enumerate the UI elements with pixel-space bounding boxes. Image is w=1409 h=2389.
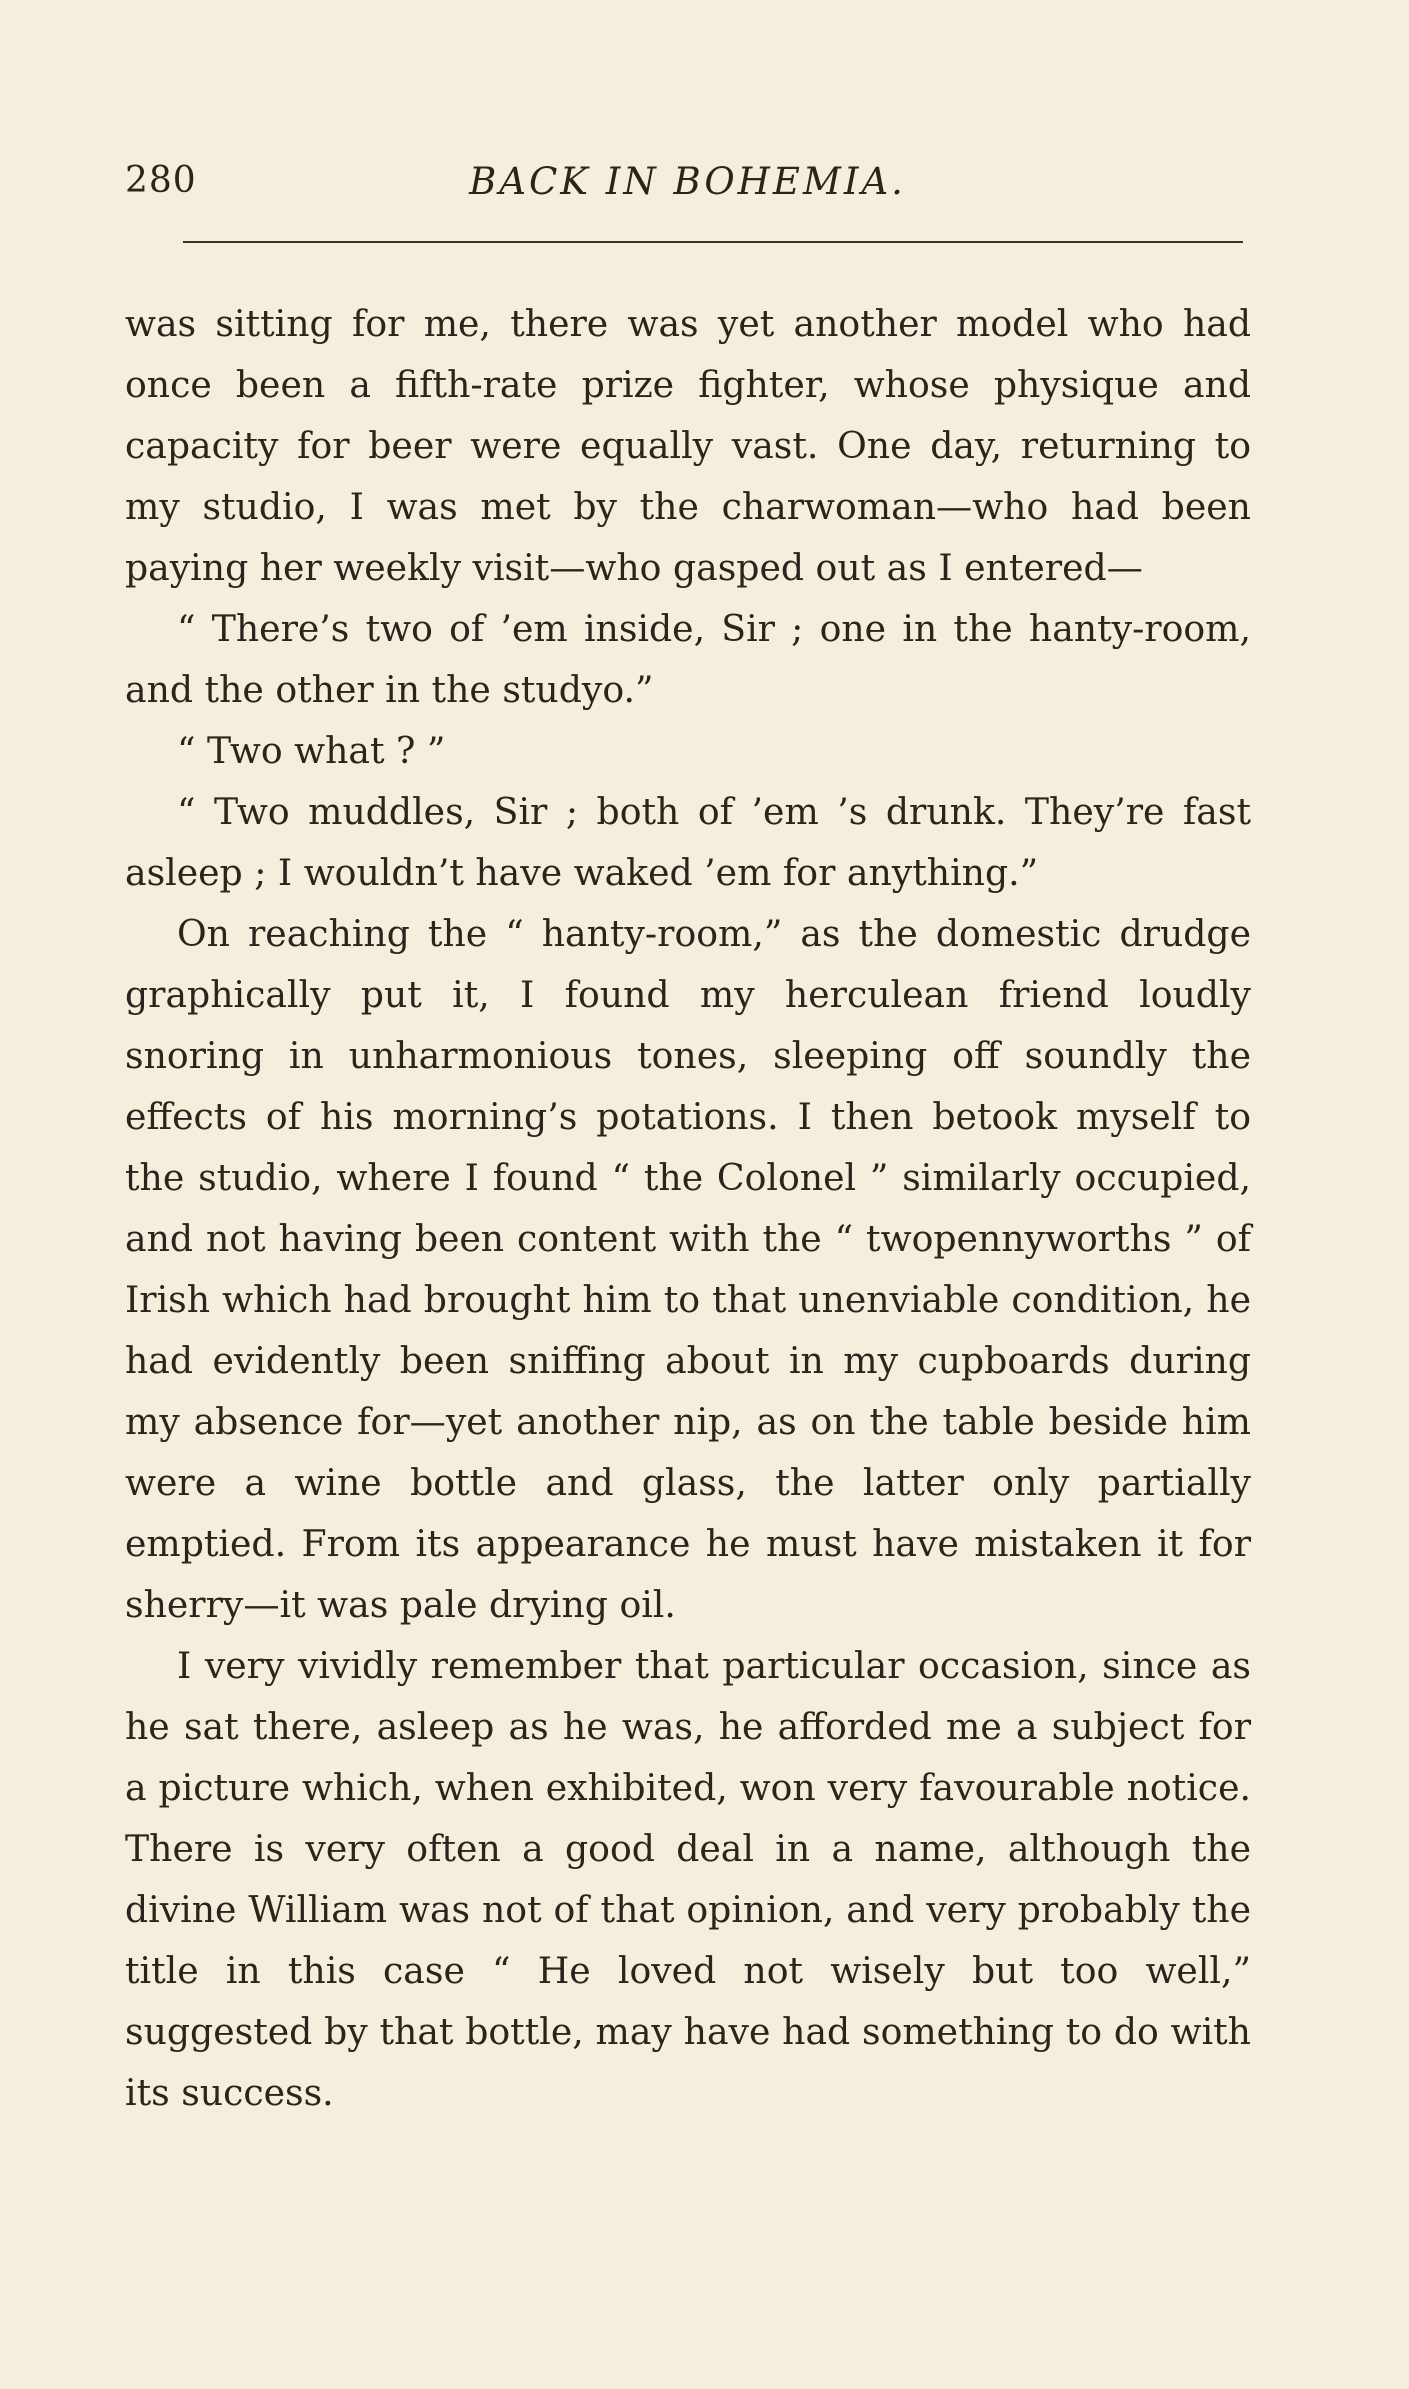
dialogue-paragraph: “ There’s two of ’em inside, Sir ; one in the hanty-room, and the other in the studyo.” xyxy=(125,607,1251,711)
paragraph: I very vividly remember that particular occasion, since as he sat there, asleep as he was, he afforded me a subject for a picture which, when exhibited, won very favourable notice. There is very often a good deal in a name, although the divine William was not of that opinion, and very probably the title in this case “ He loved not wisely but too well,” suggested by that bottle, may have had something to do with its success. xyxy=(125,1644,1251,2114)
dialogue-paragraph: “ Two muddles, Sir ; both of ’em ’s drunk. They’re fast asleep ; I wouldn’t have waked ’em for anything.” xyxy=(125,790,1251,894)
paragraph: On reaching the “ hanty-room,” as the domestic drudge graphically put it, I found my herculean friend loudly snoring in unharmonious tones, sleeping off soundly the effects of his morning’s potations. I then betook myself to the studio, where I found “ the Colonel ” similarly occupied, and not having been content with the “ twopennyworths ” of Irish which had brought him to that unenviable condition, he had evidently been sniffing about in my cupboards during my absence for—yet another nip, as on the table beside him were a wine bottle and glass, the latter only partially emptied. From its appearance he must have mistaken it for sherry—it was pale drying oil. xyxy=(125,912,1251,1626)
page-header xyxy=(125,160,1250,210)
header-rule xyxy=(183,241,1243,243)
page-number: 280 xyxy=(125,160,197,201)
body-text xyxy=(125,293,1251,2123)
running-title: BACK IN BOHEMIA. xyxy=(469,160,906,203)
paragraph-continued: was sitting for me, there was yet another model who had once been a fifth-rate prize fighter, whose physique and capacity for beer were equally vast. One day, returning to my studio, I was met by the charwoman—who had been paying her weekly visit—who gasped out as I entered— xyxy=(125,302,1251,589)
dialogue-paragraph: “ Two what ? ” xyxy=(177,729,446,772)
